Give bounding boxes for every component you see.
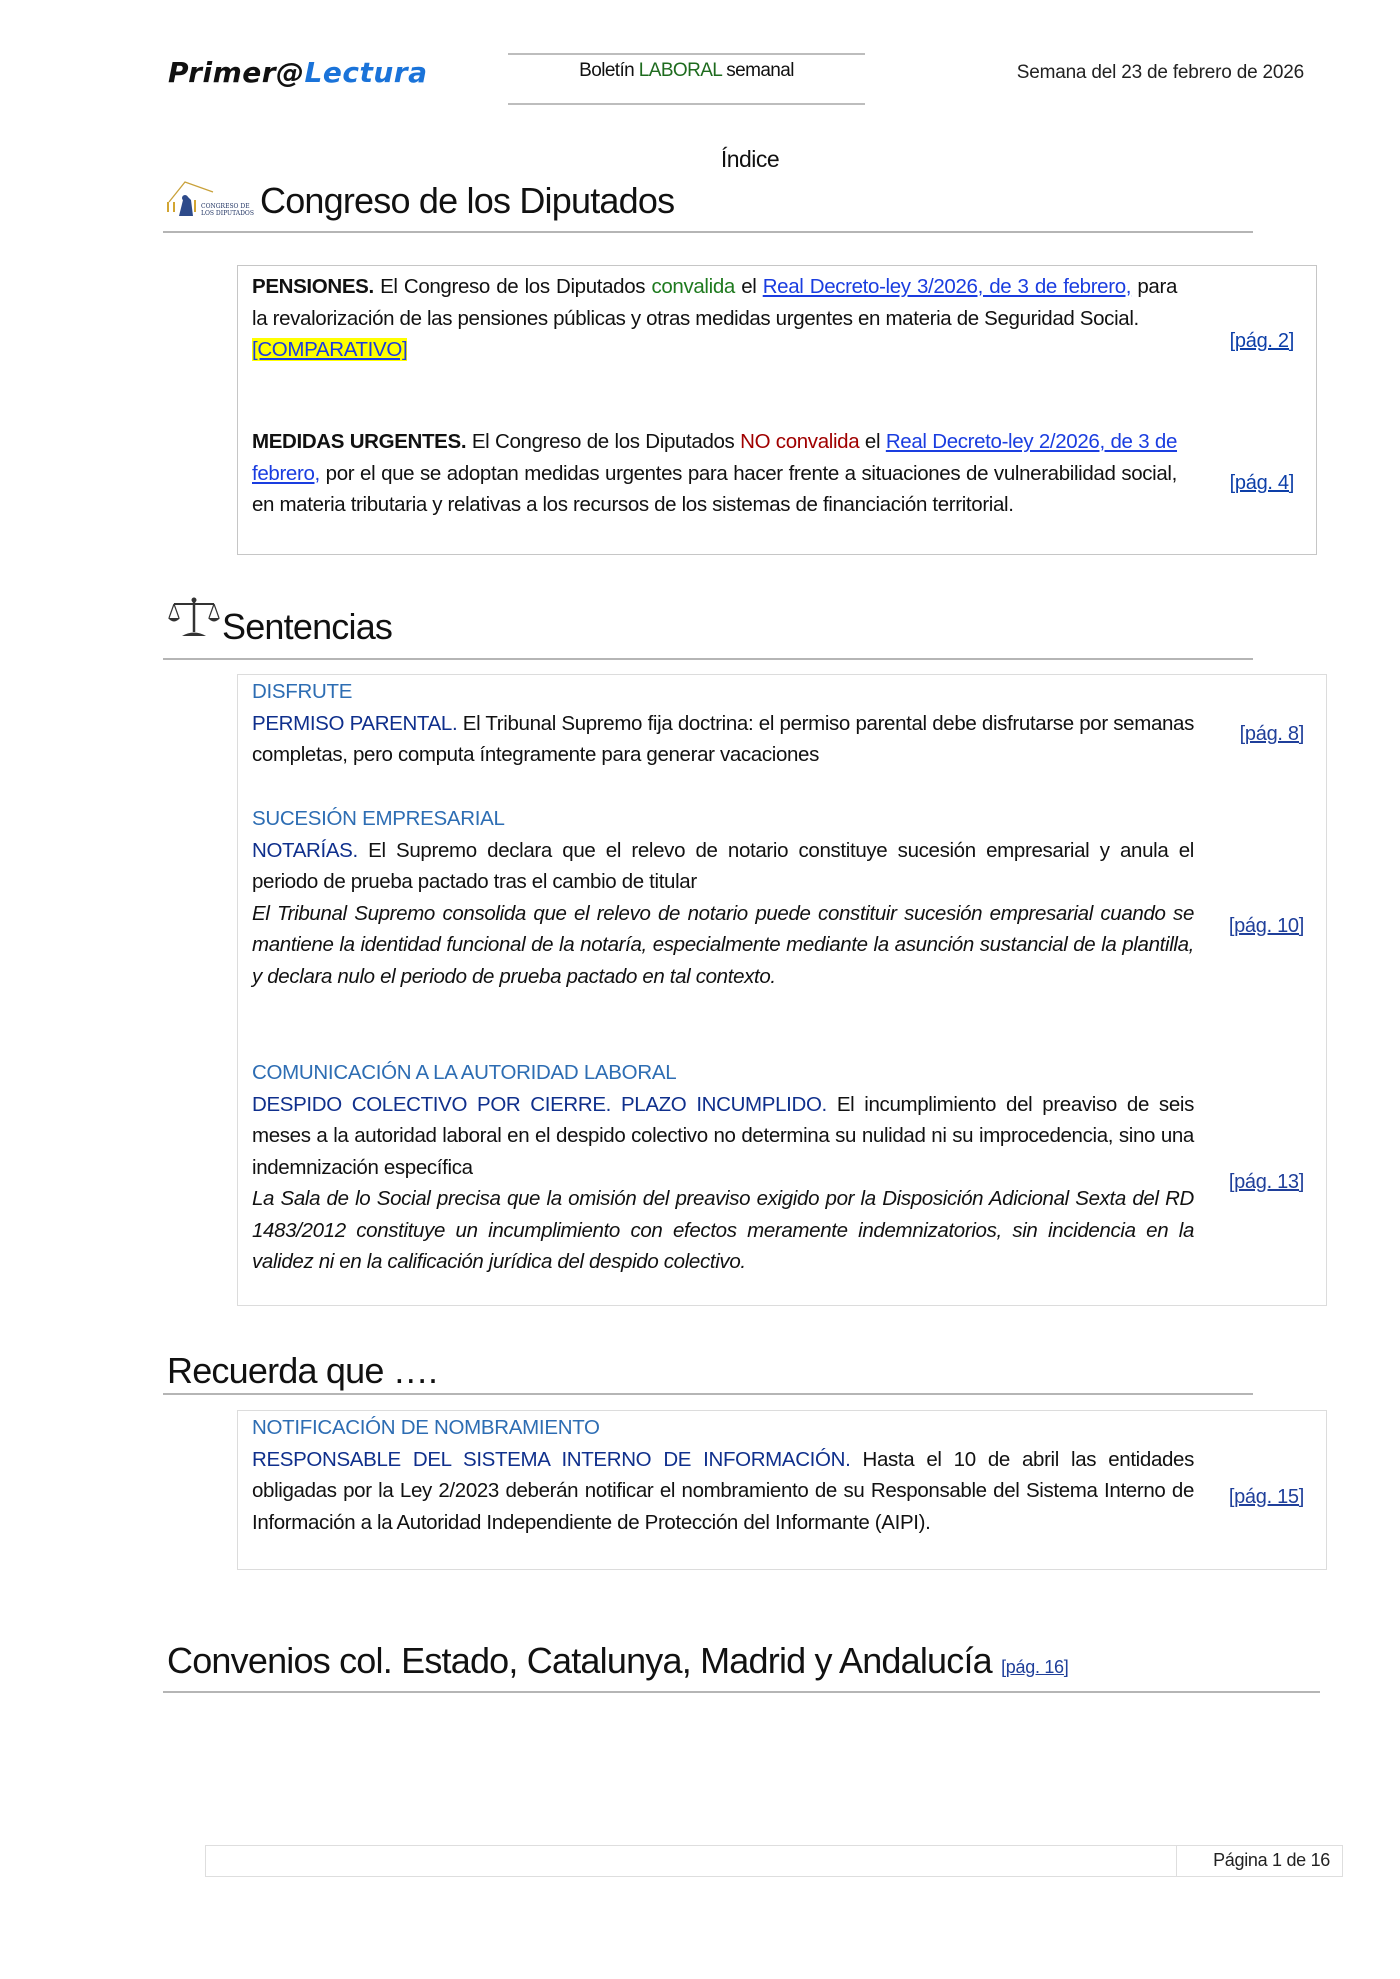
section-divider [163,1691,1320,1693]
entry-text: El incumplimiento del preaviso de seis meses a la autoridad laboral en el despido colectivo no determina su nulidad ni su improcedencia, sino una indemnización específica [252,1092,1194,1179]
index-title: Índice [720,146,780,172]
congreso-logo-text-1: CONGRESO DE [201,203,250,210]
list-item [252,676,1194,771]
entry-text: El Tribunal Supremo fija doctrina: el permiso parental debe disfrutarse por semanas completas, pero computa íntegramente para generar vacaciones [252,711,1194,766]
scales-icon [168,596,220,640]
recuerda-box [237,1410,1327,1570]
week-label: Semana del 23 de febrero de 2026 [1016,62,1304,83]
convenios-title-text: Convenios col. Estado, Catalunya, Madrid y Andalucía [167,1640,992,1681]
entry-text: El Congreso de los Diputados [373,275,652,298]
header-top-divider [508,53,865,55]
comparativo-link[interactable]: [COMPARATIVO] [252,338,408,361]
entry-text: El Supremo declara que el relevo de notario constituye sucesión empresarial y anula el periodo de prueba pactado tras el cambio de titular [252,838,1194,893]
entry-keyword: DESPIDO COLECTIVO POR CIERRE. PLAZO INCUMPLIDO. [252,1092,827,1116]
page-link[interactable]: [pág. 10] [1228,915,1304,937]
entry-text: por el que se adoptan medidas urgentes para hacer frente a situaciones de vulnerabilidad social, en materia tributaria y relativas a los recursos de los sistemas de financiación territorial. [252,461,1177,516]
entry-keyword: PERMISO PARENTAL. [252,711,458,735]
decree-link[interactable]: Real Decreto-ley 2/2026, de 3 de febrero, [252,430,1178,485]
list-item [252,271,1177,366]
list-item [252,1057,1194,1278]
bulletin-highlight: LABORAL [638,60,722,81]
entry-category: NOTIFICACIÓN DE NOMBRAMIENTO [252,1416,600,1439]
list-item [252,426,1177,521]
congreso-logo-text-2: LOS DIPUTADOS [201,210,254,217]
sentencias-box [237,674,1327,1306]
bulletin-prefix: Boletín [579,60,639,81]
brand-logo-part1: Primer@ [168,56,305,89]
page-link[interactable]: [pág. 8] [1239,723,1304,745]
list-item [252,1412,1194,1538]
page-link[interactable]: [pág. 2] [1229,330,1294,352]
entry-keyword: PENSIONES. [252,275,374,298]
section-title-convenios [167,1640,1068,1682]
section-title-sentencias: Sentencias [222,606,393,647]
entry-keyword: RESPONSABLE DEL SISTEMA INTERNO DE INFORMACIÓN. [252,1447,851,1471]
decree-link[interactable]: Real Decreto-ley 3/2026, de 3 de febrero, [762,275,1132,298]
page-footer [205,1845,1343,1877]
entry-text: el [734,275,763,298]
section-divider [163,231,1253,233]
entry-text: para la revalorización de las pensiones públicas y otras medidas urgentes en materia de Seguridad Social. [252,275,1177,330]
section-divider [163,1393,1253,1395]
entry-category: DISFRUTE [252,680,353,703]
page-link[interactable]: [pág. 16] [1001,1657,1069,1677]
list-item [252,803,1194,992]
congreso-logo-icon [165,178,261,220]
footer-divider [1176,1846,1178,1876]
entry-text: Hasta el 10 de abril las entidades obligadas por la Ley 2/2023 deberán notificar el nombramiento de su Responsable del Sistema Interno de Información a la Autoridad Independiente de Protección del Informante (AIPI). [252,1447,1194,1534]
page-link[interactable]: [pág. 13] [1228,1171,1304,1193]
section-divider [163,658,1253,660]
bulletin-suffix: semanal [721,60,794,81]
entry-summary: La Sala de lo Social precisa que la omisión del preaviso exigido por la Disposición Adicional Sexta del RD 1483/2012 constituye un incumplimiento con efectos meramente indemnizatorios, sin incidencia en la validez ni en la calificación jurídica del despido colectivo. [252,1187,1194,1273]
page-number: Página 1 de 16 [1213,1850,1330,1870]
entry-keyword: MEDIDAS URGENTES. [252,430,467,453]
page-link[interactable]: [pág. 15] [1228,1486,1304,1508]
page-link[interactable]: [pág. 4] [1229,472,1294,494]
section-title-recuerda: Recuerda que …. [167,1350,438,1391]
congreso-box [237,265,1317,555]
brand-logo [168,56,428,89]
entry-text: el [859,430,886,453]
section-title-congreso: Congreso de los Diputados [260,180,675,221]
brand-logo-part2: Lectura [304,56,428,89]
status-no-convalida: NO convalida [740,430,860,453]
entry-text: El Congreso de los Diputados [466,430,741,453]
bulletin-title [508,60,865,82]
entry-category: COMUNICACIÓN A LA AUTORIDAD LABORAL [252,1061,677,1084]
entry-category: SUCESIÓN EMPRESARIAL [252,807,505,830]
entry-keyword: NOTARÍAS. [252,838,358,862]
entry-summary: El Tribunal Supremo consolida que el relevo de notario puede constituir sucesión empresarial cuando se mantiene la identidad funcional de la notaría, especialmente mediante la asunción sustancial de la plantilla, y declara nulo el periodo de prueba pactado en tal contexto. [252,901,1194,988]
header-bottom-divider [508,103,865,105]
status-convalida: convalida [651,275,735,298]
